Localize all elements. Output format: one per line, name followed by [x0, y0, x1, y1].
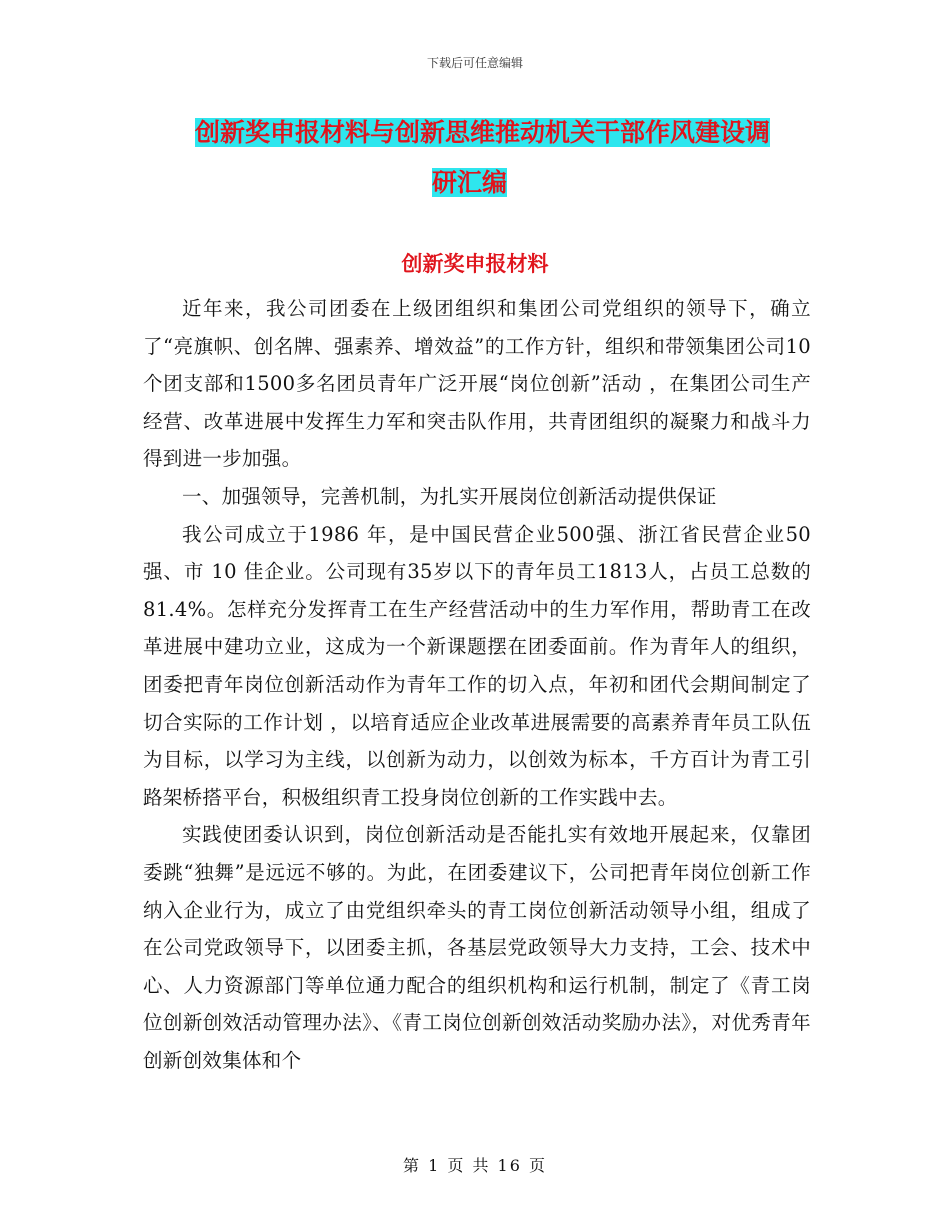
section-heading: 创新奖申报材料	[401, 251, 549, 276]
title-line-1: 创新奖申报材料与创新思维推动机关干部作风建设调	[195, 118, 771, 147]
document-title	[195, 108, 815, 208]
header-note: 下载后可任意编辑	[426, 56, 523, 70]
document-body	[143, 290, 811, 1079]
title-line-2: 研汇编	[432, 168, 508, 197]
paragraph: 一、加强领导，完善机制，为扎实开展岗位创新活动提供保证	[182, 484, 717, 508]
page-number: 第 1 页 共 16 页	[403, 1156, 547, 1175]
paragraph: 实践使团委认识到，岗位创新活动是否能扎实有效地开展起来，仅靠团委跳“独舞”是远远不够的。为此，在团委建议下，公司把青年岗位创新工作纳入企业行为，成立了由党组织牵头的青工岗位创新活动领导小组，组成了在公司党政领导下，以团委主抓，各基层党政领导大力支持，工会、技术中心、人力资源部门等单位通力配合的组织机构和运行机制，制定了《青工岗位创新创效活动管理办法》、《青工岗位创新创效活动奖励办法》，对优秀青年创新创效集体和个	[143, 823, 811, 1072]
paragraph: 我公司成立于1986 年，是中国民营企业500强、浙江省民营企业50 强、市 10 佳企业。公司现有35岁以下的青年员工1813人，占员工总数的81.4%。怎样充分发挥青工在生产经营活动中的生力军作用，帮助青工在改革进展中建功立业，这成为一个新课题摆在团委面前。作为青年人的组织，团委把青年岗位创新活动作为青年工作的切入点，年初和团代会期间制定了切合实际的工作计划 ，以培育适应企业改革进展需要的高素养青年员工队伍为目标，以学习为主线，以创新为动力，以创效为标本，千方百计为青工引路架桥搭平台，积极组织青工投身岗位创新的工作实践中去。	[143, 522, 811, 809]
paragraph: 近年来，我公司团委在上级团组织和集团公司党组织的领导下，确立了“亮旗帜、创名牌、强素养、增效益”的工作方针，组织和带领集团公司10个团支部和1500多名团员青年广泛开展“岗位创新”活动 ，在集团公司生产经营、改革进展中发挥生力军和突击队作用，共青团组织的凝聚力和战斗力得到进一步加强。	[143, 297, 811, 471]
